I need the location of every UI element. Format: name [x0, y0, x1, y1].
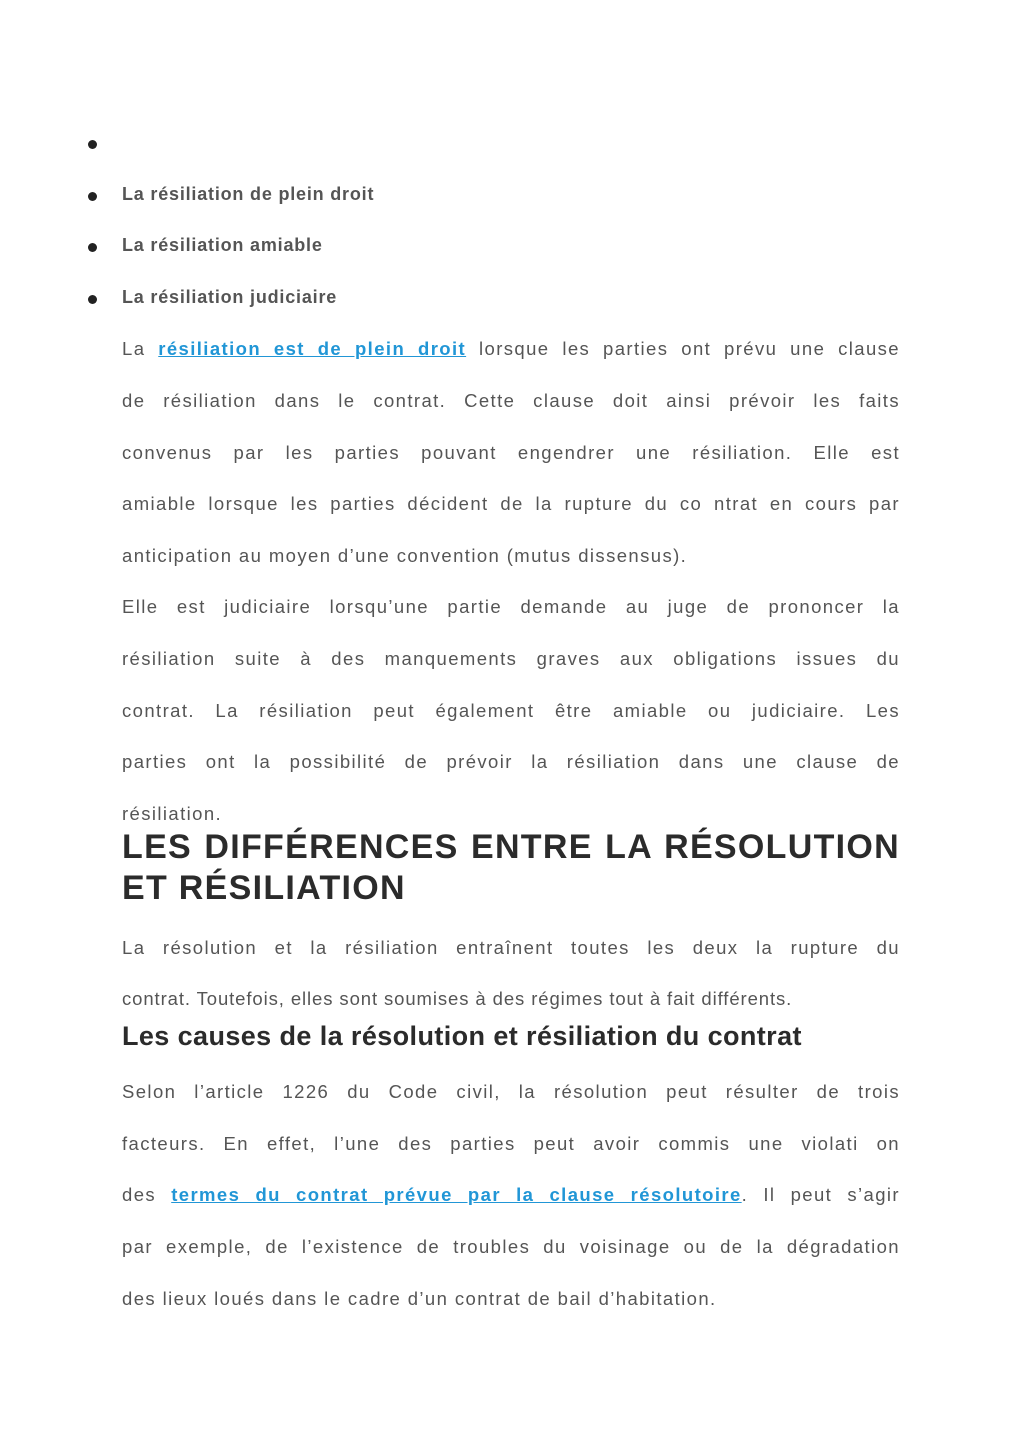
- paragraph-line: anticipation au moyen d’une convention (mutus dissensus).: [122, 545, 688, 566]
- paragraph-line: par exemple, de l’existence de troubles du voisinage ou de la dégradation: [122, 1236, 900, 1257]
- text-span: lorsque les parties ont prévu une clause: [466, 338, 900, 359]
- paragraph-line: [122, 336, 900, 362]
- paragraph-line: convenus par les parties pouvant engendrer une résiliation. Elle est: [122, 442, 900, 463]
- text-span: . Il peut s’agir: [741, 1184, 900, 1205]
- paragraph-line: des lieux loués dans le cadre d’un contrat de bail d’habitation.: [122, 1288, 717, 1309]
- paragraph-line: [122, 1182, 900, 1208]
- section-heading-causes: Les causes de la résolution et résiliation du contrat: [122, 1021, 802, 1051]
- link-termes-clause-resolutoire[interactable]: termes du contrat prévue par la clause résolutoire: [171, 1184, 742, 1205]
- bullet-item-judiciaire: La résiliation judiciaire: [122, 287, 338, 307]
- bullet-dot: [88, 140, 97, 149]
- paragraph-line: résiliation.: [122, 803, 223, 824]
- text-span: des: [122, 1184, 172, 1205]
- paragraph-line: La résolution et la résiliation entraînent toutes les deux la rupture du: [122, 937, 900, 958]
- link-resiliation-plein-droit[interactable]: résiliation est de plein droit: [158, 338, 467, 359]
- bullet-dot: [88, 243, 97, 252]
- paragraph-line: parties ont la possibilité de prévoir la résiliation dans une clause de: [122, 751, 900, 772]
- bullet-item-amiable: La résiliation amiable: [122, 235, 323, 255]
- bullet-dot: [88, 192, 97, 201]
- heading-line: LES DIFFÉRENCES ENTRE LA RÉSOLUTION: [122, 828, 900, 866]
- bullet-item-plein-droit: La résiliation de plein droit: [122, 184, 375, 204]
- heading-line: ET RÉSILIATION: [122, 869, 406, 907]
- paragraph-line: de résiliation dans le contrat. Cette clause doit ainsi prévoir les faits: [122, 390, 900, 411]
- paragraph-line: résiliation suite à des manquements graves aux obligations issues du: [122, 648, 900, 669]
- paragraph-line: Selon l’article 1226 du Code civil, la résolution peut résulter de trois: [122, 1081, 900, 1102]
- text-span: La: [122, 338, 159, 359]
- paragraph-line: amiable lorsque les parties décident de la rupture du co ntrat en cours par: [122, 493, 900, 514]
- paragraph-line: Elle est judiciaire lorsqu’une partie demande au juge de prononcer la: [122, 596, 900, 617]
- paragraph-line: contrat. La résiliation peut également être amiable ou judiciaire. Les: [122, 700, 900, 721]
- paragraph-line: facteurs. En effet, l’une des parties peut avoir commis une violati on: [122, 1133, 900, 1154]
- bullet-dot: [88, 295, 97, 304]
- paragraph-line: contrat. Toutefois, elles sont soumises à des régimes tout à fait différents.: [122, 988, 793, 1009]
